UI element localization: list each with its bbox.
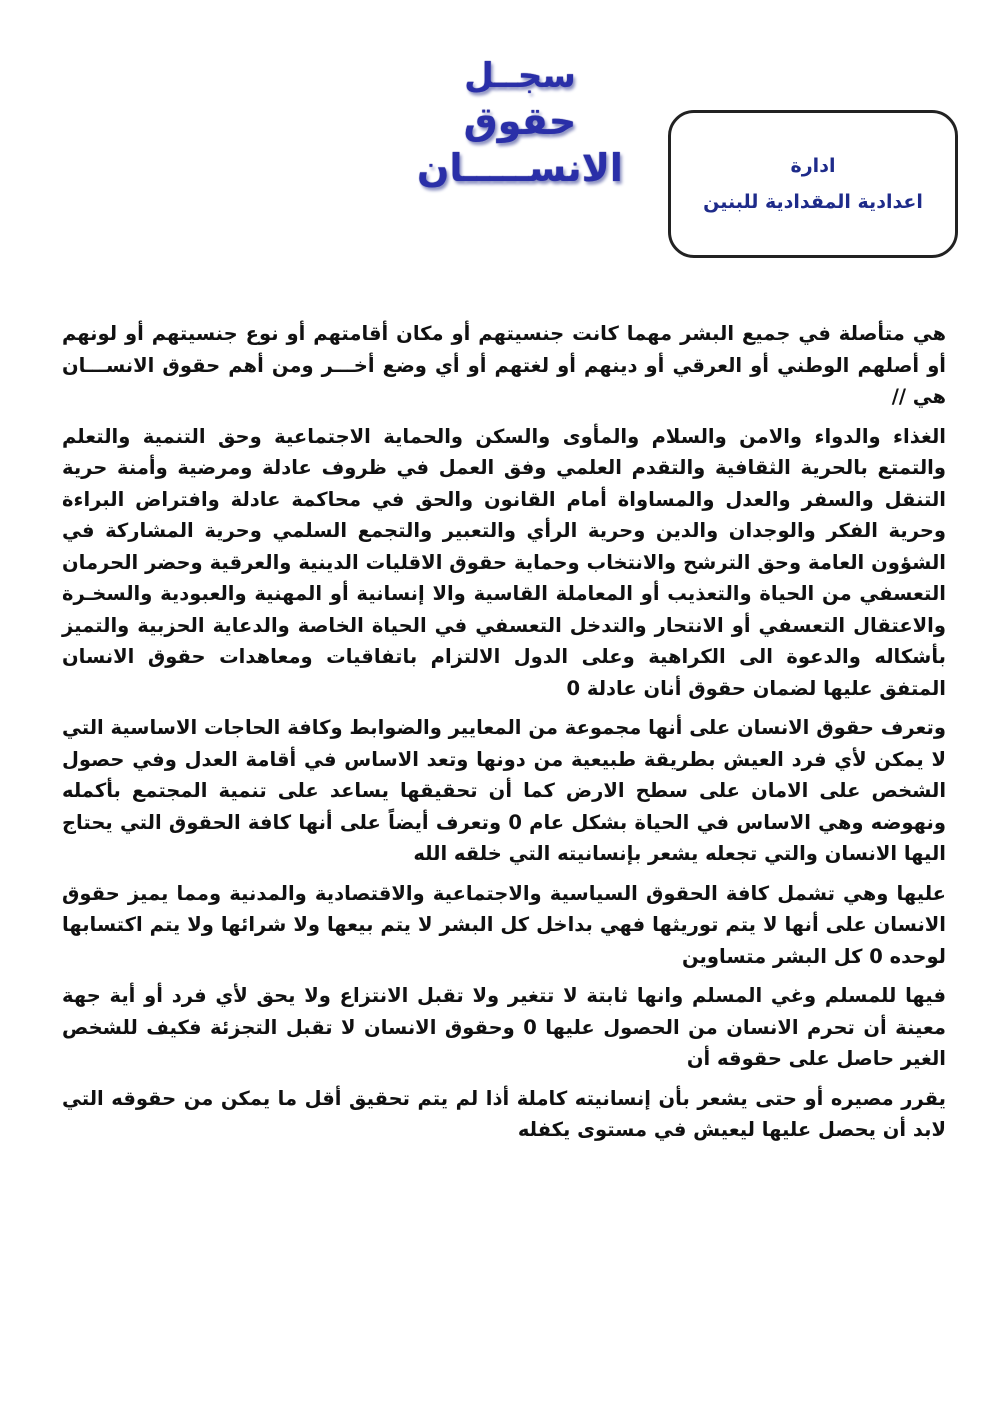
paragraph-conclusion: يقرر مصيره أو حتى يشعر بأن إنسانيته كاملة أذا لم يتم تحقيق أقل ما يمكن من حقوقه التي لابد أن يحصل عليها ليعيش في مستوى يكفله [62,1086,946,1141]
school-administration-box [668,110,958,258]
paragraph-characteristics: عليها وهي تشمل كافة الحقوق السياسية والاجتماعية والاقتصادية والمدنية ومما يميز حقوق الانسان على أنها لا يتم توريثها فهي بداخل كل البشر لا يتم بيعها ولا شرائها ولا يتم اكتسابها لوحده 0 كل البشر متساوين [62,881,946,968]
school-name: اعدادية المقدادية للبنين [703,191,923,213]
paragraph-intro: هي متأصلة في جميع البشر مهما كانت جنسيتهم أو مكان أقامتهم أو نوع جنسيتهم أو لونهم أو أصلهم الوطني أو العرقي أو دينهم أو لغتهم أو أي وضع أخـــر ومن أهم حقوق الانســـان هي // [62,322,946,408]
document-body [62,318,946,1154]
paragraph-rights-list: الغذاء والدواء والامن والسلام والمأوى والسكن والحماية الاجتماعية وحق التنمية والتعلم والتمتع بالحرية الثقافية والتقدم العلمي وفق العمل في ظروف عادلة ومرضية وأمنة حرية التنقل والسفر والعدل والمساواة أمام القانون والحق في محاكمة عادلة وافتراض البراءة وحرية الفكر والوجدان والدين وحرية الرأي والتعبير والتجمع السلمي وحرية المشاركة في الشؤون العامة وحق الترشح والانتخاب وحماية حقوق الاقليات الدينية والعرقية وحضر الحرمان التعسفي من الحياة والتعذيب أو المعاملة القاسية والا إنسانية أو المهنية والعبودية والسخـرة والاعتقال التعسفي أو الانتحار والتدخل التعسفي في الحياة الخاصة والدعاية الحزبية والتميز بأشكاله والدعوة الى الكراهية وعلى الدول الالتزام باتفاقيات ومعاهدات حقوق الانسان المتفق عليها لضمان حقوق أنان عادلة 0 [62,424,946,700]
title-register: سجــل [464,56,576,96]
paragraph-definition: وتعرف حقوق الانسان على أنها مجموعة من المعايير والضوابط وكافة الحاجات الاساسية التي لا يمكن لأي فرد العيش بطريقة طبيعية من دونها وتعد الاساس في أقامة العدل وفي حصول الشخص على الامان على سطح الارض كما أن تحقيقها يساعد على تنمية المجتمع بأكمله ونهوضه وهي الاساس في الحياة بشكل عام 0 وتعرف أيضاً على أنها كافة الحقوق التي يحتاج اليها الانسان والتي تجعله يشعر بإنسانيته التي خلقه الله [62,716,946,865]
administration-label: ادارة [790,154,836,177]
document-title [370,55,670,193]
paragraph-equality: فيها للمسلم وغي المسلم وانها ثابتة لا تتغير ولا تقبل الانتزاع ولا يحق لأي فرد أو أية جهة معينة أن تحرم الانسان من الحصول عليها 0 وحقوق الانسان لا تقبل التجزئة فكيف للشخص الغير حاصل على حقوقه أن [62,984,946,1070]
title-human-rights: حقوق الانســـــان [417,98,623,190]
